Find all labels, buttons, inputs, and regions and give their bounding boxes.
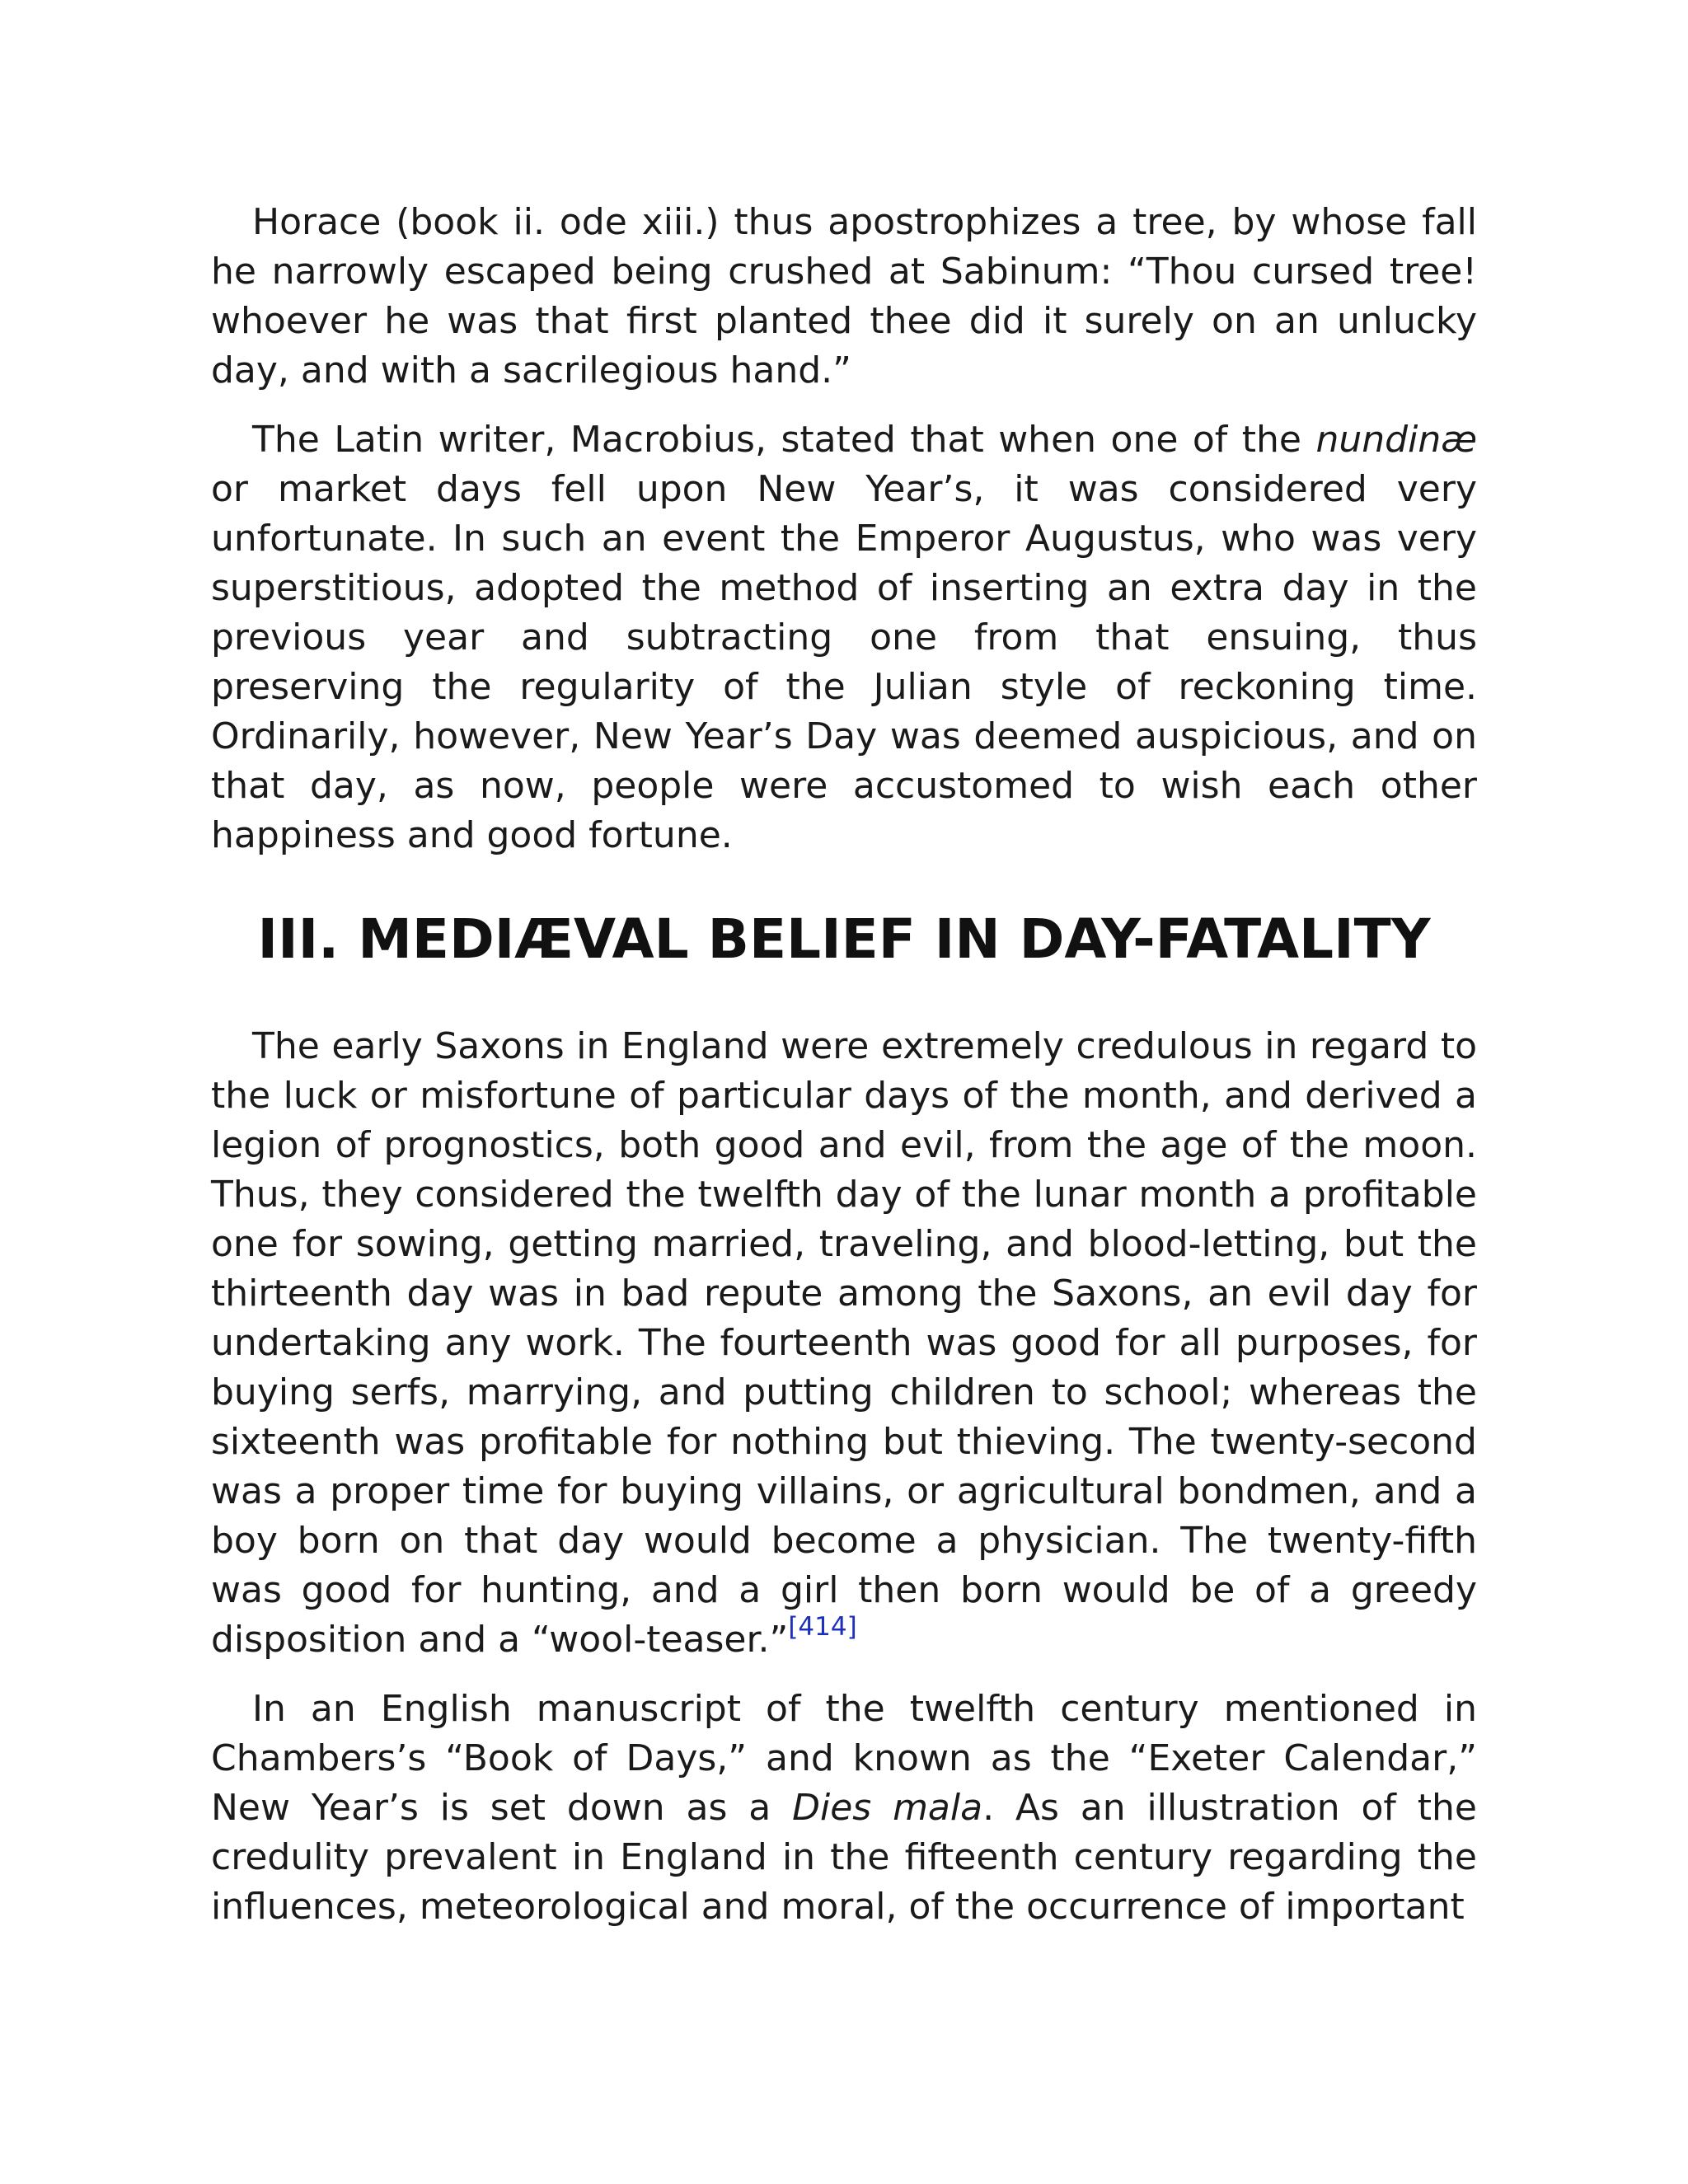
paragraph-saxons <box>211 1022 1477 1665</box>
section-heading: III. MEDIÆVAL BELIEF IN DAY-FATALITY <box>257 907 1431 971</box>
italic-term: nundinæ <box>1315 419 1477 461</box>
paragraph-horace: Horace (book ii. ode xiii.) thus apostrophizes a tree, by whose fall he narrowly escaped being crushed at Sabinum: “Thou cursed tree! whoever he was that first planted thee did it surely on an unlucky day, and with a sacrilegious hand.” <box>211 201 1477 391</box>
paragraph-exeter-calendar <box>211 1685 1477 1932</box>
paragraph-text: or market days fell upon New Year’s, it was considered very unfortunate. In such an event the Emperor Augustus, who was very superstitious, adopted the method of inserting an extra day in the previous year and subtracting one from that ensuing, thus preserving the regularity of the Julian style of reckoning time. Ordinarily, however, New Year’s Day was deemed auspicious, and on that day, as now, people were accustomed to wish each other happiness and good fortune. <box>211 468 1477 856</box>
paragraph-text: In an English manuscript of the twelfth century mentioned in Chambers’s “Book of Days,” and known as the “Exeter Calendar,” New Year’s is set down as a <box>211 1688 1477 1829</box>
paragraph-text: . As an illustration of the credulity prevalent in England in the fifteenth century regarding the influences, meteorological and moral, of the occurrence of important <box>211 1787 1477 1928</box>
paragraph-macrobius <box>211 415 1477 860</box>
italic-term: Dies mala <box>792 1787 983 1829</box>
paragraph-text: The Latin writer, Macrobius, stated that when one of the <box>252 419 1316 461</box>
footnote-link[interactable]: [414] <box>788 1612 857 1642</box>
page-body <box>211 198 1477 1952</box>
paragraph-text: The early Saxons in England were extremely credulous in regard to the luck or misfortune of particular days of the month, and derived a legion of prognostics, both good and evil, from the age of the moon. Thus, they considered the twelfth day of the lunar month a profitable one for sowing, getting married, traveling, and blood-letting, but the thirteenth day was in bad repute among the Saxons, an evil day for undertaking any work. The fourteenth was good for all purposes, for buying serfs, marrying, and putting children to school; whereas the sixteenth was profitable for nothing but thieving. The twenty-second was a proper time for buying villains, or agricultural bondmen, and a boy born on that day would become a physician. The twenty-fifth was good for hunting, and a girl then born would be of a greedy disposition and a “wool-teaser.” <box>211 1025 1477 1661</box>
